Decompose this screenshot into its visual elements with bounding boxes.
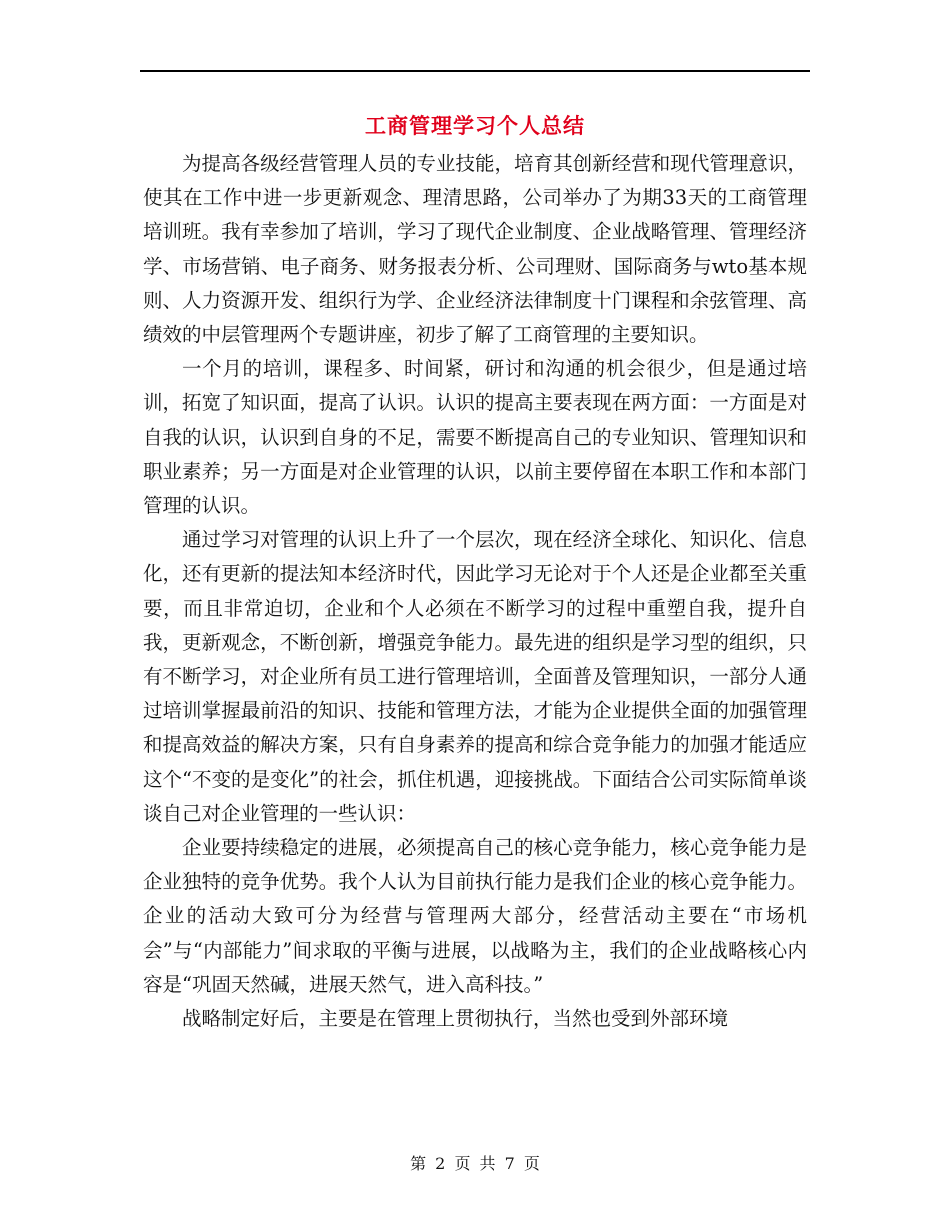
body-paragraph: 一个月的培训，课程多、时间紧，研讨和沟通的机会很少，但是通过培训，拓宽了知识面，提高了认识。认识的提高主要表现在两方面：一方面是对自我的认识，认识到自身的不足，需要不断提高自己的专业知识、管理知识和职业素养；另一方面是对企业管理的认识，以前主要停留在本职工作和本部门管理的认识。 [143,357,807,518]
body-paragraph: 企业要持续稳定的进展，必须提高自己的核心竞争能力，核心竞争能力是企业独特的竞争优势。我个人认为目前执行能力是我们企业的核心竞争能力。企业的活动大致可分为经营与管理两大部分，经营活动主要在“市场机会”与“内部能力”间求取的平衡与进展，以战略为主，我们的企业战略核心内容是“巩固天然碱，进展天然气，进入高科技。” [143,836,807,996]
document-body [143,147,807,1036]
document-title: 工商管理学习个人总结 [365,113,585,138]
header-rule [140,70,810,72]
body-paragraph: 战略制定好后，主要是在管理上贯彻执行，当然也受到外部环境 [182,1007,729,1031]
page-number: 第 2 页 共 7 页 [410,1154,540,1173]
body-paragraph: 为提高各级经营管理人员的专业技能，培育其创新经营和现代管理意识，使其在工作中进一步更新观念、理清思路，公司举办了为期33天的工商管理培训班。我有幸参加了培训，学习了现代企业制度、企业战略管理、管理经济学、市场营销、电子商务、财务报表分析、公司理财、国际商务与wto基本规则、人力资源开发、组织行为学、企业经济法律制度十门课程和余弦管理、高绩效的中层管理两个专题讲座，初步了解了工商管理的主要知识。 [143,152,807,347]
body-paragraph: 通过学习对管理的认识上升了一个层次，现在经济全球化、知识化、信息化，还有更新的提法知本经济时代，因此学习无论对于个人还是企业都至关重要，而且非常迫切，企业和个人必须在不断学习的过程中重塑自我，提升自我，更新观念，不断创新，增强竞争能力。最先进的组织是学习型的组织，只有不断学习，对企业所有员工进行管理培训，全面普及管理知识，一部分人通过培训掌握最前沿的知识、技能和管理方法，才能为企业提供全面的加强管理和提高效益的解决方案，只有自身素养的提高和综合竞争能力的加强才能适应这个“不变的是变化”的社会，抓住机遇，迎接挑战。下面结合公司实际简单谈谈自己对企业管理的一些认识： [143,528,807,825]
